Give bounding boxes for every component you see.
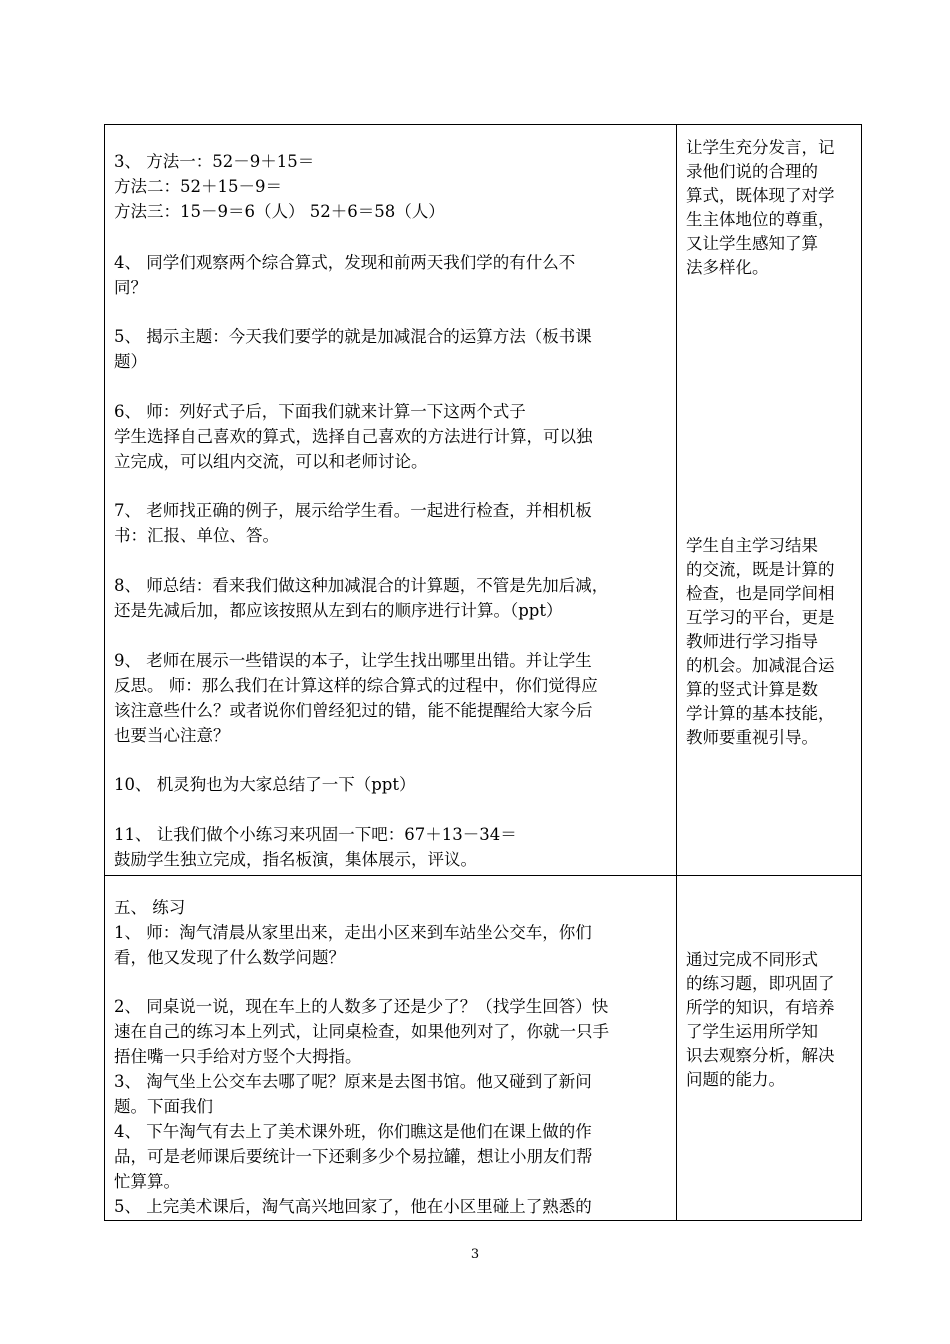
step-6-line-2: 学生选择自己喜欢的算式，选择自己喜欢的方法进行计算，可以独 xyxy=(114,427,593,446)
step-9-line-1: 9、 老师在展示一些错误的本子，让学生找出哪里出错。并让学生 xyxy=(114,651,592,670)
note-top-line: 录他们说的合理的 xyxy=(686,162,818,181)
note-bottom-line: 算的竖式计算是数 xyxy=(686,680,818,699)
note-practice-line: 识去观察分析，解决 xyxy=(686,1046,835,1065)
step-9-line-3: 该注意些什么？或者说你们曾经犯过的错，能不能提醒给大家今后 xyxy=(114,701,593,720)
note-top-line: 法多样化。 xyxy=(686,258,769,277)
column-divider xyxy=(676,124,677,1221)
note-bottom-line: 教师要重视引导。 xyxy=(686,728,818,747)
step-8-line-1: 8、 师总结：看来我们做这种加减混合的计算题，不管是先加后减， xyxy=(114,576,609,595)
section-5-heading: 五、 练习 xyxy=(114,898,186,917)
exercise-2-line-1: 2、 同桌说一说，现在车上的人数多了还是少了？（找学生回答）快 xyxy=(114,997,609,1016)
note-bottom-line: 互学习的平台，更是 xyxy=(686,608,835,627)
exercise-1-line-1: 1、 师：淘气清晨从家里出来，走出小区来到车站坐公交车，你们 xyxy=(114,923,592,942)
step-6-line-3: 立完成，可以组内交流，可以和老师讨论。 xyxy=(114,452,428,471)
note-top-line: 又让学生感知了算 xyxy=(686,234,818,253)
step-11-line-2: 鼓励学生独立完成，指名板演，集体展示，评议。 xyxy=(114,850,477,869)
step-9-line-2: 反思。 师：那么我们在计算这样的综合算式的过程中，你们觉得应 xyxy=(114,676,598,695)
exercise-5-line-1: 5、 上完美术课后，淘气高兴地回家了，他在小区里碰上了熟悉的 xyxy=(114,1197,592,1216)
step-5-line-1: 5、 揭示主题：今天我们要学的就是加减混合的运算方法（板书课 xyxy=(114,327,592,346)
exercise-1-line-2: 看，他又发现了什么数学问题？ xyxy=(114,948,345,967)
exercise-4-line-2: 品，可是老师课后要统计一下还剩多少个易拉罐，想让小朋友们帮 xyxy=(114,1147,593,1166)
exercise-2-line-3: 捂住嘴一只手给对方竖个大拇指。 xyxy=(114,1047,362,1066)
note-top-line: 算式，既体现了对学 xyxy=(686,186,835,205)
note-bottom-line: 教师进行学习指导 xyxy=(686,632,818,651)
note-practice-line: 了学生运用所学知 xyxy=(686,1022,818,1041)
note-practice-line: 通过完成不同形式 xyxy=(686,950,818,969)
step-7-line-2: 书：汇报、单位、答。 xyxy=(114,526,279,545)
note-practice-line: 问题的能力。 xyxy=(686,1070,785,1089)
step-7-line-1: 7、 老师找正确的例子，展示给学生看。一起进行检查，并相机板 xyxy=(114,501,592,520)
step-10: 10、 机灵狗也为大家总结了一下（ppt） xyxy=(114,775,416,794)
step-3-method-2: 方法二：52＋15－9＝ xyxy=(114,177,282,196)
step-8-line-2: 还是先减后加，都应该按照从左到右的顺序进行计算。（ppt） xyxy=(114,601,563,620)
note-bottom xyxy=(686,534,858,750)
exercise-4-line-3: 忙算算。 xyxy=(114,1172,180,1191)
note-practice-line: 所学的知识，有培养 xyxy=(686,998,835,1017)
note-bottom-line: 的机会。加减混合运 xyxy=(686,656,835,675)
note-top-line: 让学生充分发言，记 xyxy=(686,138,835,157)
exercise-3-line-1: 3、 淘气坐上公交车去哪了呢？原来是去图书馆。他又碰到了新问 xyxy=(114,1072,592,1091)
step-5-line-2: 题） xyxy=(114,352,147,371)
step-3-method-1: 3、 方法一：52－9＋15＝ xyxy=(114,152,315,171)
step-3-method-3: 方法三：15－9＝6（人） 52＋6＝58（人） xyxy=(114,202,445,221)
note-bottom-line: 检查，也是同学间相 xyxy=(686,584,835,603)
note-bottom-line: 学生自主学习结果 xyxy=(686,536,818,555)
note-practice xyxy=(686,948,858,1092)
step-9-line-4: 也要当心注意？ xyxy=(114,726,230,745)
note-top-line: 生主体地位的尊重， xyxy=(686,210,835,229)
note-bottom-line: 的交流，既是计算的 xyxy=(686,560,835,579)
step-11-line-1: 11、 让我们做个小练习来巩固一下吧：67＋13－34＝ xyxy=(114,825,517,844)
step-4-line-1: 4、 同学们观察两个综合算式，发现和前两天我们学的有什么不 xyxy=(114,253,576,272)
note-top xyxy=(686,136,858,280)
exercise-2-line-2: 速在自己的练习本上列式，让同桌检查，如果他列对了，你就一只手 xyxy=(114,1022,609,1041)
page-number: 3 xyxy=(470,1247,480,1262)
step-6-line-1: 6、 师：列好式子后，下面我们就来计算一下这两个式子 xyxy=(114,402,526,421)
note-practice-line: 的练习题，即巩固了 xyxy=(686,974,835,993)
step-4-line-2: 同？ xyxy=(114,278,147,297)
exercise-4-line-1: 4、 下午淘气有去上了美术课外班，你们瞧这是他们在课上做的作 xyxy=(114,1122,592,1141)
exercise-3-line-2: 题。下面我们 xyxy=(114,1097,213,1116)
row-divider xyxy=(104,875,862,876)
note-bottom-line: 学计算的基本技能， xyxy=(686,704,835,723)
